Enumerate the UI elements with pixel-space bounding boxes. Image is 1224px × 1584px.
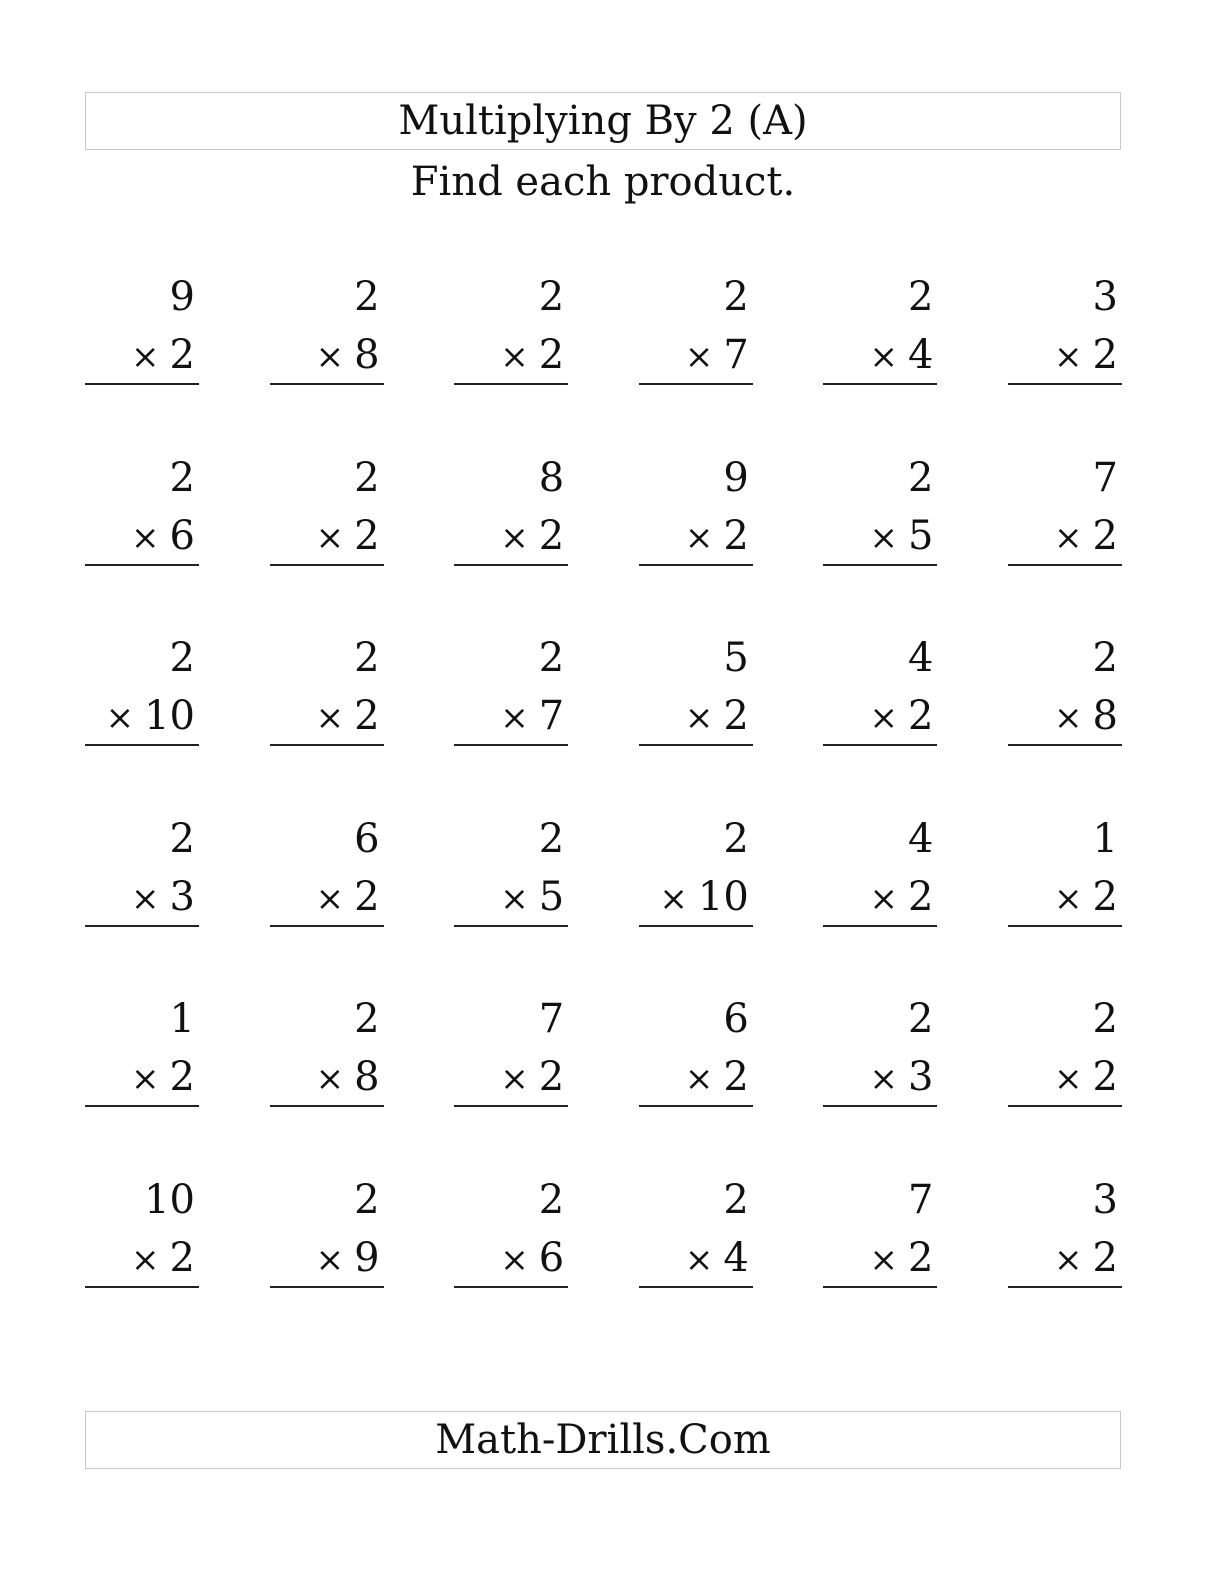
- multiplier: 5: [907, 512, 934, 559]
- multiply-sign: ×: [869, 1059, 898, 1100]
- worksheet-title: Multiplying By 2 (A): [398, 98, 808, 144]
- multiplier-row: [131, 330, 195, 382]
- multiplier: 2: [538, 1054, 565, 1101]
- multiplier-row: [869, 872, 933, 924]
- multiplier-row: [685, 330, 749, 382]
- answer-line: [270, 744, 384, 746]
- multiply-sign: ×: [1054, 1059, 1083, 1100]
- problem-2-5: [823, 453, 937, 567]
- multiplier-row: [685, 1052, 749, 1104]
- answer-line: [1008, 925, 1122, 927]
- multiplier: 2: [1092, 332, 1118, 378]
- multiplier-row: [685, 511, 749, 563]
- multiplier-row: [316, 872, 380, 924]
- multiply-sign: ×: [684, 337, 714, 377]
- multiply-sign: ×: [315, 878, 345, 919]
- problem-2-6: [1008, 453, 1122, 567]
- multiplier: 2: [538, 512, 565, 559]
- multiply-sign: ×: [869, 517, 898, 558]
- multiply-sign: ×: [500, 1059, 529, 1100]
- multiplier: 6: [169, 512, 195, 559]
- answer-line: [823, 1105, 937, 1107]
- multiplier: 2: [169, 332, 195, 378]
- multiplier-row: [1054, 1233, 1118, 1285]
- multiplier-row: [869, 691, 933, 743]
- footer-text: Math-Drills.Com: [435, 1417, 771, 1463]
- multiplier: 2: [723, 693, 749, 740]
- answer-line: [823, 564, 937, 566]
- multiplicand: 2: [907, 454, 934, 501]
- answer-line: [270, 564, 384, 566]
- multiplier: 2: [1092, 873, 1118, 920]
- multiply-sign: ×: [500, 1240, 529, 1280]
- answer-line: [270, 925, 384, 927]
- answer-line: [639, 383, 753, 385]
- multiplier-row: [500, 872, 564, 924]
- problem-1-1: [85, 272, 199, 386]
- multiply-sign: ×: [131, 337, 160, 377]
- problem-5-1: [85, 994, 199, 1108]
- multiply-sign: ×: [500, 337, 529, 377]
- multiplier-row: [1054, 872, 1118, 924]
- multiplicand: 6: [723, 996, 749, 1043]
- multiplier: 4: [723, 1235, 749, 1281]
- problem-6-2: [270, 1175, 384, 1289]
- multiplier: 2: [354, 873, 380, 920]
- multiply-sign: ×: [659, 878, 688, 919]
- multiply-sign: ×: [315, 1240, 345, 1280]
- multiplicand: 4: [907, 815, 934, 862]
- answer-line: [1008, 383, 1122, 385]
- answer-line: [823, 1286, 937, 1288]
- multiplier-row: [131, 872, 195, 924]
- multiplier-row: [869, 1233, 933, 1285]
- multiplier-row: [316, 1052, 380, 1104]
- problem-4-1: [85, 814, 199, 928]
- multiplier-row: [1054, 330, 1118, 382]
- multiplier: 8: [354, 1054, 380, 1101]
- answer-line: [85, 564, 199, 566]
- multiplier-row: [685, 1233, 749, 1285]
- multiply-sign: ×: [315, 517, 345, 558]
- multiplier: 2: [723, 1054, 749, 1101]
- multiplier-row: [1054, 691, 1118, 743]
- multiplicand: 9: [169, 274, 195, 320]
- multiplier: 8: [1092, 693, 1118, 740]
- multiply-sign: ×: [869, 1240, 898, 1280]
- multiplier-row: [131, 1052, 195, 1104]
- answer-line: [823, 925, 937, 927]
- multiplier-row: [131, 511, 195, 563]
- multiplicand: 2: [723, 274, 749, 320]
- problem-4-2: [270, 814, 384, 928]
- multiply-sign: ×: [684, 1240, 714, 1280]
- multiplicand: 2: [907, 274, 934, 320]
- answer-line: [454, 1105, 568, 1107]
- multiply-sign: ×: [684, 1059, 714, 1100]
- multiplicand: 8: [538, 454, 565, 501]
- problem-6-3: [454, 1175, 568, 1289]
- problem-4-6: [1008, 814, 1122, 928]
- multiply-sign: ×: [684, 698, 714, 739]
- multiply-sign: ×: [1054, 698, 1083, 739]
- multiplier: 2: [723, 512, 749, 559]
- multiplier: 2: [354, 512, 380, 559]
- problem-3-2: [270, 633, 384, 747]
- multiplier: 5: [538, 873, 565, 920]
- problem-1-5: [823, 272, 937, 386]
- answer-line: [639, 925, 753, 927]
- answer-line: [1008, 1286, 1122, 1288]
- multiplier: 10: [144, 693, 195, 740]
- multiplier: 2: [354, 693, 380, 740]
- answer-line: [85, 383, 199, 385]
- multiplier: 2: [907, 1235, 934, 1281]
- answer-line: [454, 564, 568, 566]
- problem-3-6: [1008, 633, 1122, 747]
- multiplicand: 2: [169, 815, 195, 862]
- multiplier-row: [500, 1233, 564, 1285]
- answer-line: [639, 1105, 753, 1107]
- multiplier: 8: [354, 332, 380, 378]
- multiplier: 2: [169, 1054, 195, 1101]
- problem-2-2: [270, 453, 384, 567]
- answer-line: [823, 744, 937, 746]
- answer-line: [1008, 1105, 1122, 1107]
- answer-line: [270, 383, 384, 385]
- answer-line: [454, 925, 568, 927]
- multiply-sign: ×: [1054, 1240, 1083, 1280]
- multiplicand: 2: [354, 274, 380, 320]
- answer-line: [823, 383, 937, 385]
- problem-4-4: [639, 814, 753, 928]
- answer-line: [1008, 744, 1122, 746]
- footer-box: [85, 1411, 1121, 1469]
- multiplicand: 2: [538, 274, 565, 320]
- answer-line: [454, 1286, 568, 1288]
- multiplier: 7: [538, 693, 565, 740]
- multiplicand: 1: [169, 996, 195, 1043]
- multiplicand: 1: [1092, 815, 1118, 862]
- multiply-sign: ×: [131, 517, 160, 558]
- answer-line: [454, 383, 568, 385]
- multiplicand: 2: [538, 815, 565, 862]
- answer-line: [1008, 564, 1122, 566]
- problem-6-6: [1008, 1175, 1122, 1289]
- multiplier: 2: [907, 693, 934, 740]
- answer-line: [85, 925, 199, 927]
- multiplier-row: [1054, 1052, 1118, 1104]
- answer-line: [85, 1286, 199, 1288]
- multiplier: 2: [907, 873, 934, 920]
- multiply-sign: ×: [1054, 878, 1083, 919]
- multiplicand: 5: [723, 635, 749, 682]
- multiplier-row: [131, 1233, 195, 1285]
- multiplicand: 2: [723, 815, 749, 862]
- multiplier-row: [500, 691, 564, 743]
- multiplicand: 6: [354, 815, 380, 862]
- multiplicand: 2: [169, 454, 195, 501]
- problem-1-3: [454, 272, 568, 386]
- multiplier-row: [500, 330, 564, 382]
- multiplier: 9: [354, 1235, 380, 1281]
- multiplier-row: [500, 511, 564, 563]
- multiplier-row: [316, 511, 380, 563]
- multiplicand: 4: [907, 635, 934, 682]
- multiplier: 10: [697, 873, 749, 920]
- multiplier-row: [316, 330, 380, 382]
- answer-line: [85, 1105, 199, 1107]
- multiplicand: 2: [354, 454, 380, 501]
- problem-4-3: [454, 814, 568, 928]
- multiply-sign: ×: [131, 1240, 160, 1280]
- multiplier: 2: [1092, 1054, 1118, 1101]
- problem-2-3: [454, 453, 568, 567]
- multiplier-row: [106, 691, 195, 743]
- multiplicand: 2: [538, 635, 565, 682]
- answer-line: [270, 1286, 384, 1288]
- problem-5-2: [270, 994, 384, 1108]
- multiplier: 4: [907, 332, 934, 378]
- multiplier-row: [869, 511, 933, 563]
- multiply-sign: ×: [869, 337, 898, 377]
- multiply-sign: ×: [869, 698, 898, 739]
- multiplier-row: [1054, 511, 1118, 563]
- worksheet-instructions: Find each product.: [410, 159, 796, 205]
- multiply-sign: ×: [315, 1059, 345, 1100]
- multiply-sign: ×: [315, 698, 345, 739]
- multiplicand: 9: [723, 454, 749, 501]
- multiply-sign: ×: [1054, 337, 1083, 377]
- multiplier: 3: [169, 873, 195, 920]
- problem-3-3: [454, 633, 568, 747]
- multiplier: 2: [169, 1235, 195, 1281]
- multiply-sign: ×: [869, 878, 898, 919]
- multiply-sign: ×: [131, 878, 160, 919]
- problem-3-1: [85, 633, 199, 747]
- multiplicand: 2: [354, 1177, 380, 1223]
- multiplicand: 2: [907, 996, 934, 1043]
- problem-1-6: [1008, 272, 1122, 386]
- worksheet-title-box: [85, 92, 1121, 150]
- multiply-sign: ×: [500, 698, 529, 739]
- multiplier: 6: [538, 1235, 565, 1281]
- multiply-sign: ×: [1054, 517, 1083, 558]
- multiplicand: 2: [169, 635, 195, 682]
- answer-line: [454, 744, 568, 746]
- multiplicand: 7: [907, 1177, 934, 1223]
- multiplicand: 2: [1092, 996, 1118, 1043]
- multiplier: 3: [907, 1054, 934, 1101]
- multiplicand: 10: [144, 1177, 195, 1223]
- multiplier-row: [316, 1233, 380, 1285]
- multiplicand: 3: [1092, 1177, 1118, 1223]
- problem-3-4: [639, 633, 753, 747]
- multiply-sign: ×: [315, 337, 345, 377]
- multiplier-row: [869, 1052, 933, 1104]
- multiplier-row: [685, 691, 749, 743]
- multiplier: 2: [1092, 1235, 1118, 1281]
- problem-2-4: [639, 453, 753, 567]
- multiplier-row: [659, 872, 748, 924]
- multiplicand: 7: [538, 996, 565, 1043]
- multiplicand: 2: [723, 1177, 749, 1223]
- multiply-sign: ×: [500, 878, 529, 919]
- multiplier: 2: [1092, 512, 1118, 559]
- problem-4-5: [823, 814, 937, 928]
- problem-6-4: [639, 1175, 753, 1289]
- answer-line: [639, 1286, 753, 1288]
- multiply-sign: ×: [105, 698, 135, 739]
- multiplicand: 2: [1092, 635, 1118, 682]
- problem-1-4: [639, 272, 753, 386]
- multiplier-row: [500, 1052, 564, 1104]
- multiply-sign: ×: [500, 517, 529, 558]
- answer-line: [270, 1105, 384, 1107]
- multiplier-row: [316, 691, 380, 743]
- problem-6-1: [85, 1175, 199, 1289]
- multiplicand: 2: [538, 1177, 565, 1223]
- problem-5-4: [639, 994, 753, 1108]
- multiplicand: 2: [354, 635, 380, 682]
- problem-grid: [85, 272, 1125, 1312]
- multiplicand: 3: [1092, 274, 1118, 320]
- multiplicand: 2: [354, 996, 380, 1043]
- problem-6-5: [823, 1175, 937, 1289]
- problem-5-5: [823, 994, 937, 1108]
- problem-5-3: [454, 994, 568, 1108]
- multiply-sign: ×: [131, 1059, 160, 1100]
- multiplier-row: [869, 330, 933, 382]
- problem-3-5: [823, 633, 937, 747]
- multiplier: 7: [723, 332, 749, 378]
- multiplicand: 7: [1092, 454, 1118, 501]
- multiplier: 2: [538, 332, 565, 378]
- answer-line: [639, 564, 753, 566]
- answer-line: [639, 744, 753, 746]
- answer-line: [85, 744, 199, 746]
- problem-1-2: [270, 272, 384, 386]
- multiply-sign: ×: [684, 517, 714, 558]
- problem-2-1: [85, 453, 199, 567]
- problem-5-6: [1008, 994, 1122, 1108]
